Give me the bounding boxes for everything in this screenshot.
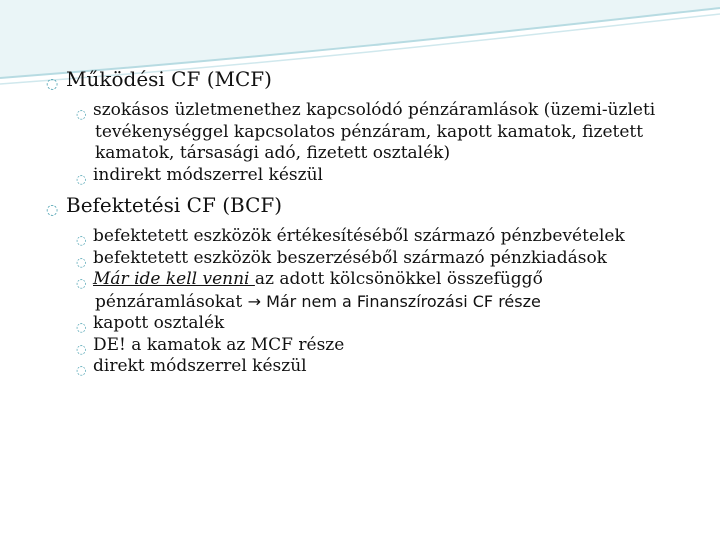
arrow-note: → Már nem a Finanszírozási CF része bbox=[247, 291, 541, 311]
hollow-bullet-icon: ◌ bbox=[76, 276, 87, 290]
list-item: ◌ szokásos üzletmenethez kapcsolódó pénzáramlások (üzemi-üzleti tevékenységgel kapcsolatos pénzáram, kapott kamatok, fizetett kamatok, társasági adó, fizetett osztalék) bbox=[76, 100, 656, 163]
hollow-bullet-icon: ◌ bbox=[76, 233, 87, 247]
list-item: ◌ direkt módszerrel készül bbox=[44, 356, 684, 378]
list-item-loans: ◌ Már ide kell venni az adott kölcsönökkel összefüggő pénzáramlásokat → Már nem a Finanszírozási CF része bbox=[76, 269, 543, 312]
hollow-bullet-icon: ◌ bbox=[76, 254, 87, 269]
hollow-bullet-icon: ◌ bbox=[76, 171, 87, 186]
underlined-phrase: Már ide kell venni bbox=[93, 269, 255, 289]
hollow-bullet-icon: ◌ bbox=[76, 341, 87, 356]
slide-content bbox=[44, 66, 684, 378]
list-item: ◌ befektetett eszközök értékesítéséből származó pénzbevételek bbox=[44, 226, 684, 248]
list-item: ◌ kapott osztalék bbox=[44, 313, 684, 335]
hollow-bullet-icon: ◌ bbox=[76, 363, 87, 377]
hollow-bullet-icon: ◌ bbox=[46, 76, 59, 92]
hollow-bullet-icon: ◌ bbox=[76, 107, 87, 121]
list-item: ◌ befektetett eszközök beszerzéséből származó pénzkiadások bbox=[44, 248, 684, 270]
hollow-bullet-icon: ◌ bbox=[46, 202, 59, 218]
section-heading-bcf: ◌ Befektetési CF (BCF) bbox=[44, 192, 684, 218]
hollow-bullet-icon: ◌ bbox=[76, 320, 87, 334]
section-heading-mcf: ◌ Működési CF (MCF) bbox=[44, 66, 684, 92]
list-item: ◌ DE! a kamatok az MCF része bbox=[44, 335, 684, 357]
list-item: ◌ indirekt módszerrel készül bbox=[44, 165, 684, 187]
